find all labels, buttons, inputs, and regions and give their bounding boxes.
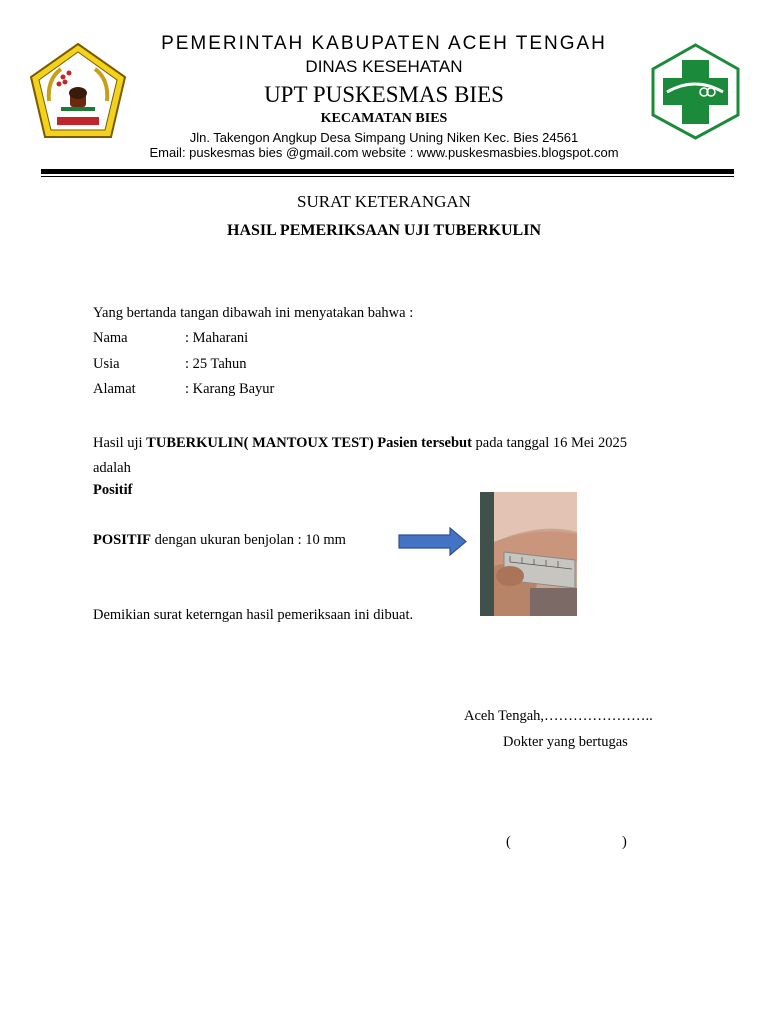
field-value: : Karang Bayur: [185, 381, 275, 397]
field-value: : Maharani: [185, 330, 249, 346]
result-test-name: TUBERKULIN( MANTOUX TEST) Pasien tersebut: [146, 435, 472, 451]
unit-name: UPT PUSKESMAS BIES: [264, 82, 504, 107]
signer-role: Dokter yang bertugas: [503, 734, 628, 750]
induration-photo: [480, 492, 577, 616]
government-name: PEMERINTAH KABUPATEN ACEH TENGAH: [161, 33, 607, 54]
field-label: Nama: [93, 330, 128, 346]
field-label: Usia: [93, 356, 120, 372]
right-arrow-icon: [398, 527, 468, 556]
header-divider-thick: [41, 169, 734, 174]
patient-row-name: [93, 330, 248, 347]
measurement-text: dengan ukuran benjolan : 10 mm: [151, 532, 346, 548]
closing-statement: Demikian surat keterngan hasil pemeriksaan ini dibuat.: [93, 607, 414, 623]
field-value: : 25 Tahun: [185, 356, 247, 372]
puskesmas-logo: [650, 43, 741, 140]
result-paragraph: [93, 431, 675, 481]
result-prefix: Hasil uji: [93, 435, 147, 451]
contact-line: Email: puskesmas bies @gmail.com website : www.puskesmasbies.blogspot.com: [149, 145, 619, 160]
subdistrict-name: KECAMATAN BIES: [320, 111, 448, 126]
department-name: DINAS KESEHATAN: [305, 57, 463, 76]
document-title: SURAT KETERANGAN: [297, 192, 471, 211]
patient-row-age: [93, 356, 247, 373]
place-date-line: Aceh Tengah,…………………..: [464, 708, 653, 724]
document-subtitle: HASIL PEMERIKSAAN UJI TUBERKULIN: [227, 222, 541, 239]
result-date: pada tanggal 16 Mei 2025: [471, 435, 627, 451]
address-line: Jln. Takengon Angkup Desa Simpang Uning Niken Kec. Bies 24561: [189, 130, 579, 145]
intro-statement: Yang bertanda tangan dibawah ini menyatakan bahwa :: [93, 305, 414, 321]
signature-close-paren: ): [622, 834, 627, 850]
positive-measurement: [93, 532, 346, 549]
patient-row-address: [93, 381, 274, 398]
result-continuation: adalah: [93, 460, 131, 476]
field-label: Alamat: [93, 381, 136, 397]
positive-label: POSITIF: [93, 532, 152, 548]
header-divider-thin: [41, 176, 734, 177]
result-verdict: Positif: [93, 482, 133, 498]
signature-open-paren: (: [506, 834, 511, 850]
